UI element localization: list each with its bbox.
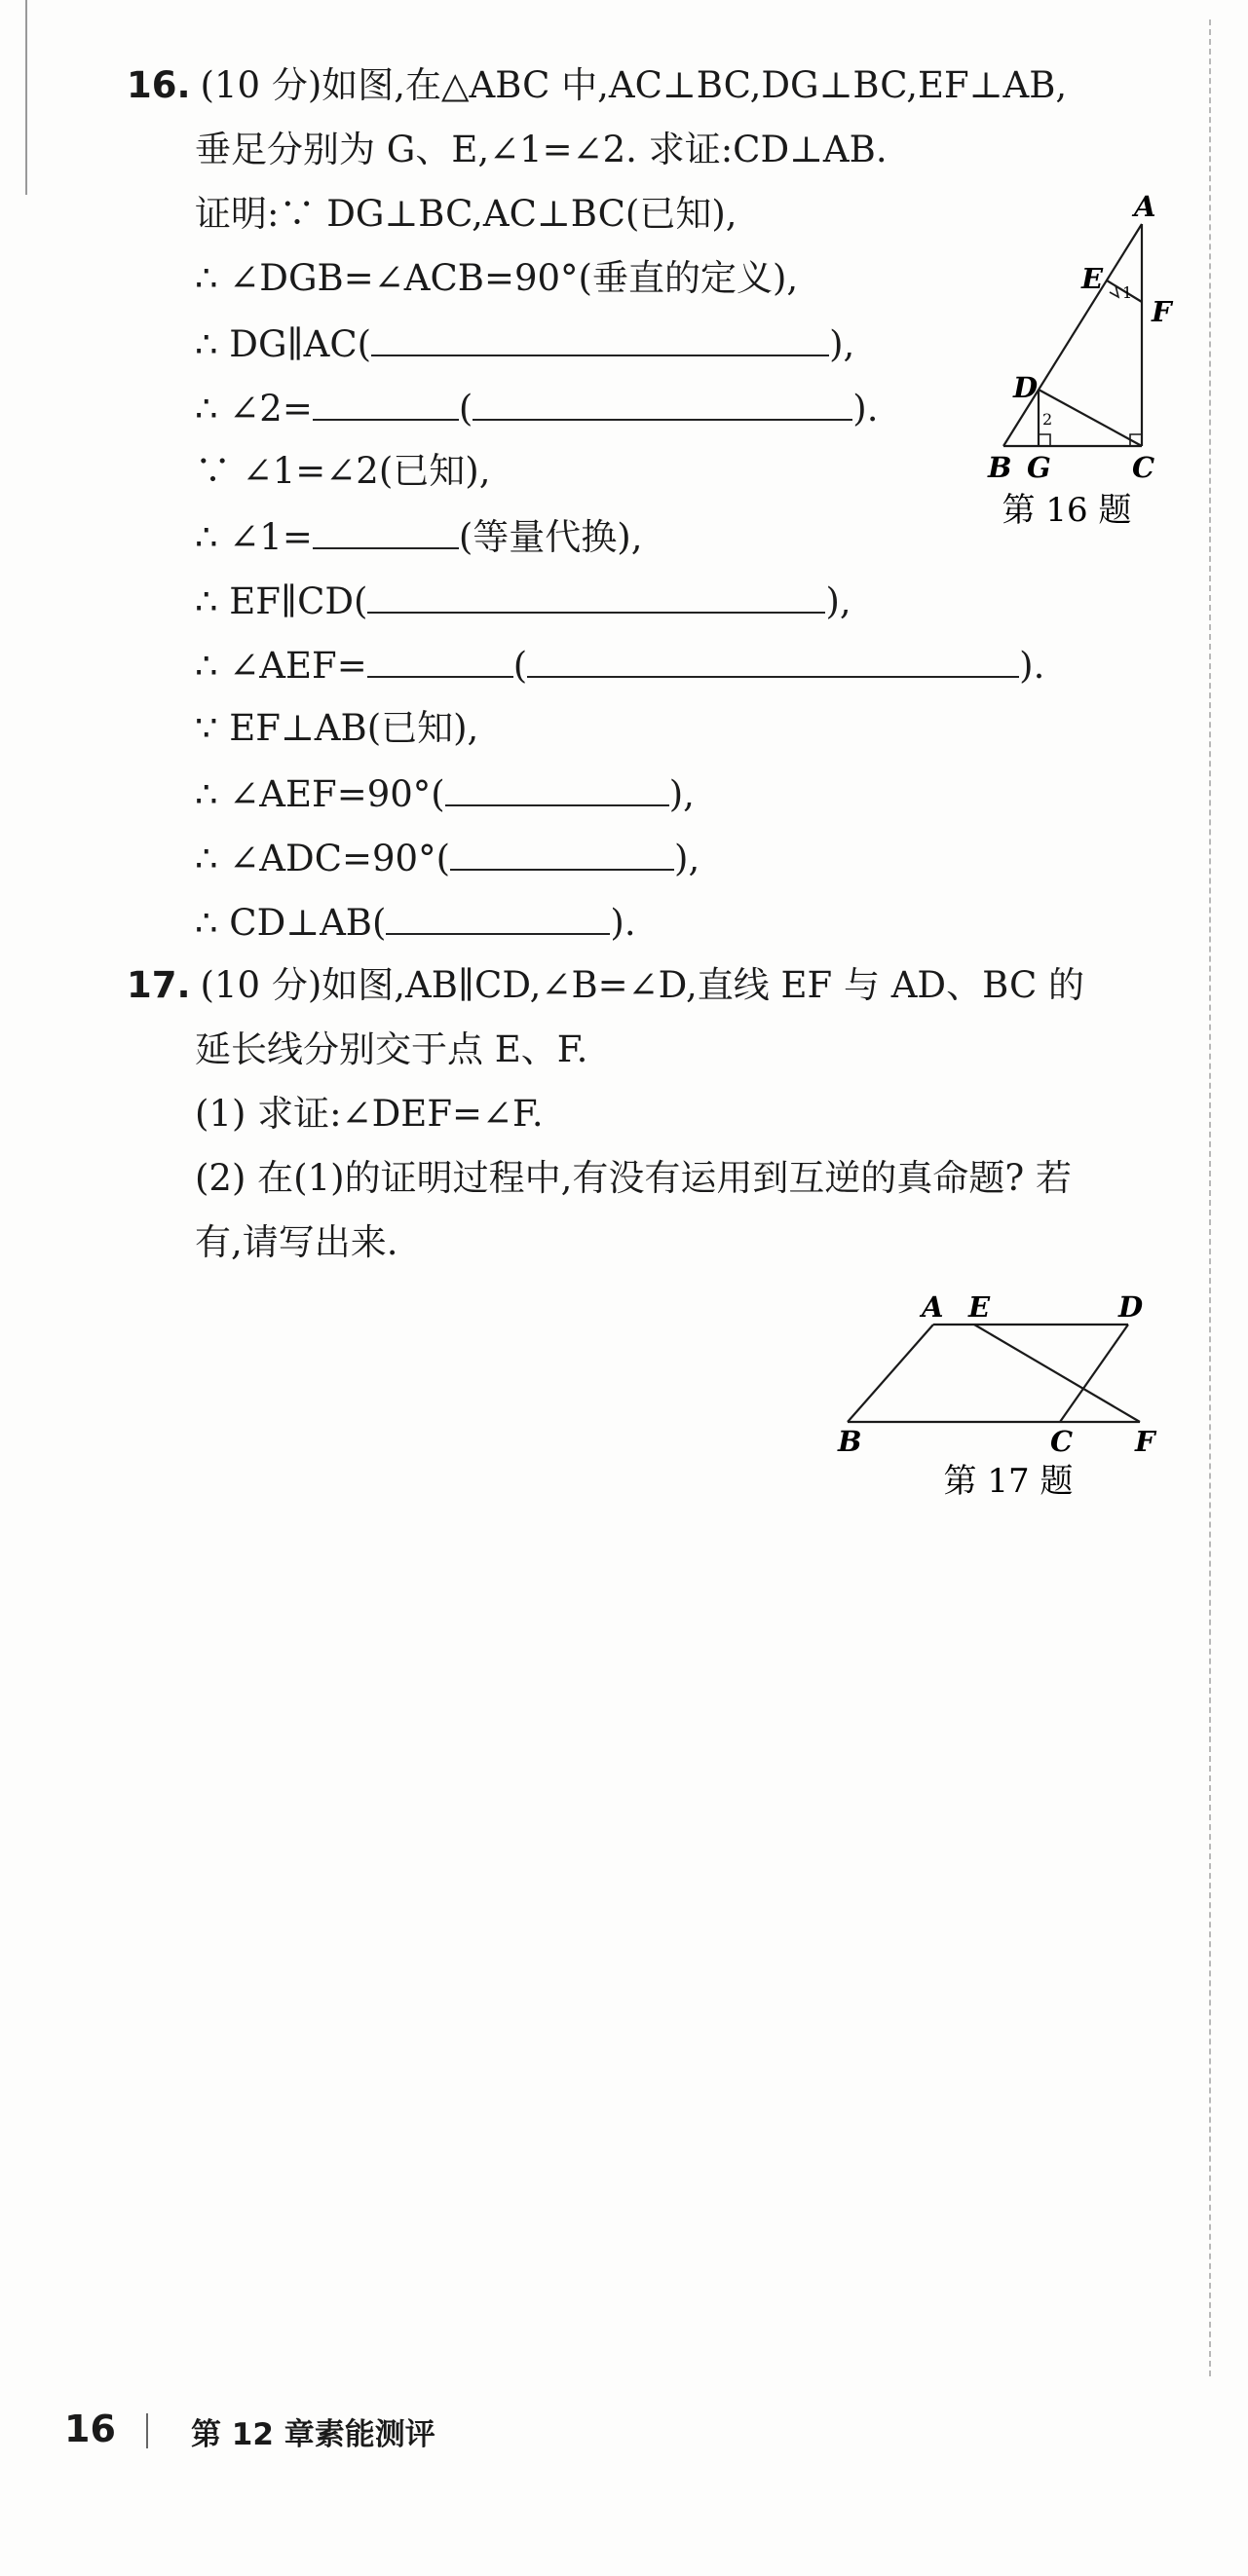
proof-text: ∴ CD⊥AB( xyxy=(195,902,387,944)
proof-line-10 xyxy=(195,767,695,818)
label-F: F xyxy=(1135,1425,1155,1458)
proof-line-1 xyxy=(195,189,737,240)
q17-part2-line1: (2) 在(1)的证明过程中,有没有运用到互逆的真命题? 若 xyxy=(195,1157,1072,1199)
proof-text: ∴ ∠DGB=∠ACB=90°(垂直的定义), xyxy=(195,257,799,299)
proof-line-3 xyxy=(195,317,854,368)
proof-line-2 xyxy=(195,253,798,304)
label-C: C xyxy=(1050,1425,1074,1458)
q17-text-line1: (10 分)如图,AB∥CD,∠B=∠D,直线 EF 与 AD、BC 的 xyxy=(200,964,1085,1006)
figure-16-diagram xyxy=(984,175,1198,545)
proof-text: ∴ ∠AEF=90°( xyxy=(195,773,445,815)
answer-blank[interactable] xyxy=(313,510,459,549)
label-D: D xyxy=(1118,1290,1144,1324)
proof-text: ). xyxy=(610,902,636,944)
answer-blank[interactable] xyxy=(527,639,1019,678)
proof-text: ), xyxy=(668,773,695,815)
label-C: C xyxy=(1132,451,1155,484)
figure-17-caption: 第 17 题 xyxy=(943,1462,1074,1501)
segment-AB xyxy=(848,1325,933,1422)
q17-part1: (1) 求证:∠DEF=∠F. xyxy=(195,1093,544,1135)
angle-1-label: 1 xyxy=(1122,283,1133,302)
proof-text: ∴ ∠ADC=90°( xyxy=(195,838,451,879)
proof-line-4 xyxy=(195,382,879,432)
segment-EF xyxy=(974,1325,1140,1422)
proof-text: ( xyxy=(512,645,528,687)
answer-blank[interactable] xyxy=(367,575,825,614)
proof-text: ( xyxy=(458,388,473,429)
proof-line-7 xyxy=(195,575,851,625)
proof-text: ), xyxy=(674,838,700,879)
proof-line-11 xyxy=(195,832,700,882)
q17-number: 17. xyxy=(127,964,191,1006)
figure-17-diagram xyxy=(828,1276,1179,1500)
label-E: E xyxy=(1081,262,1104,295)
answer-blank[interactable] xyxy=(386,896,610,935)
proof-text: ∴ ∠AEF= xyxy=(195,645,367,687)
proof-text: ). xyxy=(852,388,879,429)
answer-blank[interactable] xyxy=(371,317,829,356)
label-B: B xyxy=(988,451,1012,484)
label-B: B xyxy=(838,1425,862,1458)
q16-number: 16. xyxy=(127,64,191,106)
proof-line-6 xyxy=(195,510,643,561)
page-edge-line xyxy=(25,0,27,195)
proof-text: 证明:∵ DG⊥BC,AC⊥BC(已知), xyxy=(195,193,737,235)
proof-text: ∴ DG∥AC( xyxy=(195,323,372,365)
proof-text: (等量代换), xyxy=(458,516,643,558)
label-F: F xyxy=(1152,295,1172,328)
figure-17 xyxy=(828,1276,1179,1500)
proof-text: ), xyxy=(829,323,855,365)
q17-heading-line xyxy=(127,960,1084,1011)
proof-line-9 xyxy=(195,703,478,754)
segment-AB xyxy=(1003,224,1142,446)
proof-line-8 xyxy=(195,639,1044,690)
proof-line-5 xyxy=(195,446,490,497)
proof-text: ), xyxy=(825,580,851,622)
proof-text: ∴ ∠1= xyxy=(195,516,313,558)
proof-text: ). xyxy=(1019,645,1045,687)
segment-DC xyxy=(1060,1325,1128,1422)
figure-16-caption: 第 16 题 xyxy=(1002,491,1132,530)
proof-text: ∴ EF∥CD( xyxy=(195,580,368,622)
answer-blank[interactable] xyxy=(450,832,674,871)
answer-blank[interactable] xyxy=(445,767,669,806)
proof-line-12 xyxy=(195,896,636,947)
proof-text: ∵ ∠1=∠2(已知), xyxy=(195,450,491,492)
q17-text-line2: 延长线分别交于点 E、F. xyxy=(195,1028,588,1070)
label-A: A xyxy=(922,1290,944,1324)
angle-2-label: 2 xyxy=(1042,410,1053,429)
label-A: A xyxy=(1134,190,1156,223)
chapter-title: 第 12 章素能测评 xyxy=(191,2417,435,2452)
label-G: G xyxy=(1027,451,1051,484)
proof-text: ∵ EF⊥AB(已知), xyxy=(195,707,479,749)
answer-blank[interactable] xyxy=(473,382,852,421)
answer-blank[interactable] xyxy=(313,382,459,421)
cut-dashed-line xyxy=(1209,19,1211,2376)
proof-text: ∴ ∠2= xyxy=(195,388,313,429)
q17-part2-line2: 有,请写出来. xyxy=(195,1221,398,1263)
page-number: 16 xyxy=(64,2408,116,2450)
right-angle-G xyxy=(1039,434,1050,446)
figure-16 xyxy=(984,175,1198,545)
q16-text-line2: 垂足分别为 G、E,∠1=∠2. 求证:CD⊥AB. xyxy=(195,129,888,170)
q16-heading-line xyxy=(127,60,1067,111)
segment-DC xyxy=(1039,390,1142,446)
label-E: E xyxy=(968,1290,991,1324)
footer-divider xyxy=(146,2413,148,2448)
answer-blank[interactable] xyxy=(367,639,513,678)
q16-text-line1: (10 分)如图,在△ABC 中,AC⊥BC,DG⊥BC,EF⊥AB, xyxy=(200,64,1068,106)
label-D: D xyxy=(1013,371,1039,404)
